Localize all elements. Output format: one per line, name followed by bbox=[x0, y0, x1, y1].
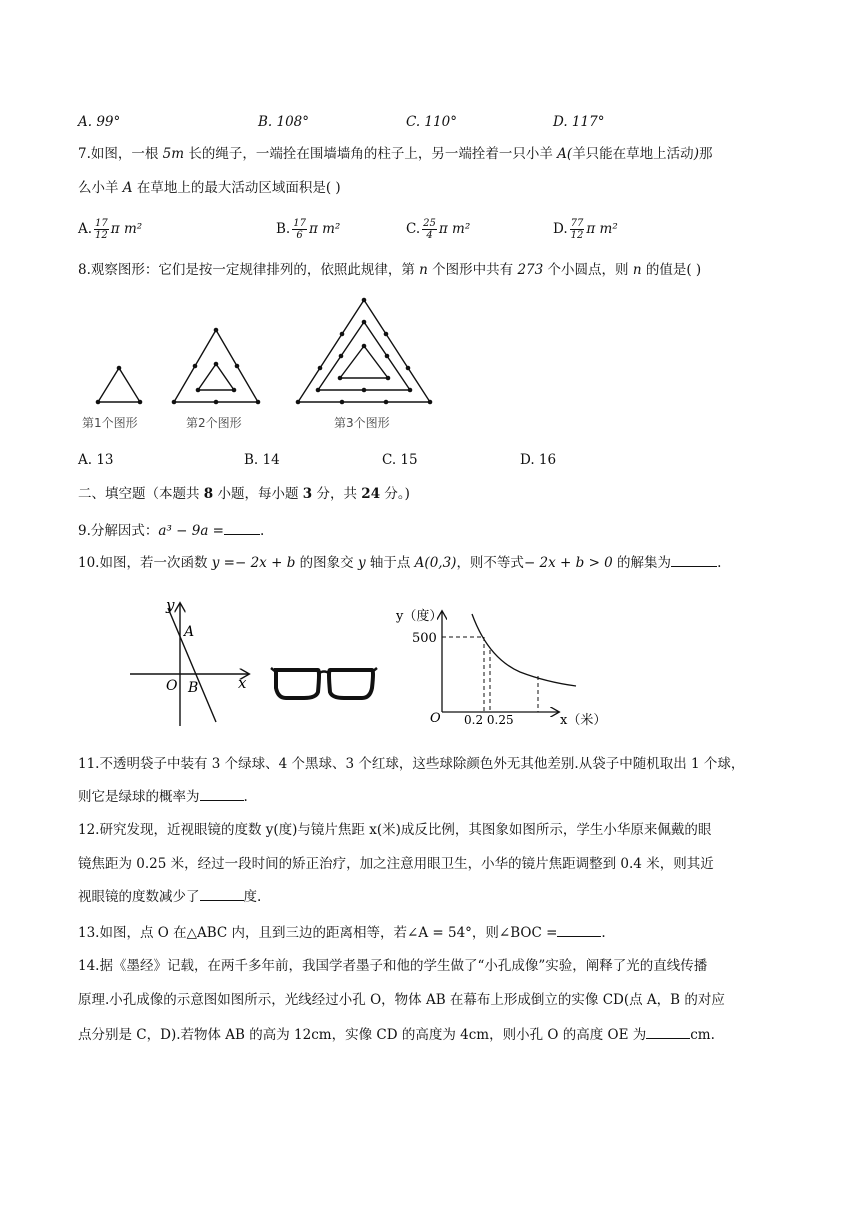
q11-answer-blank[interactable] bbox=[200, 786, 244, 801]
inverse-curve bbox=[472, 614, 576, 686]
q12-line-1: 12.研究发现，近视眼镜的度数 y(度)与镜片焦距 x(米)成反比例，其图象如图所示，学生小华原来佩戴的眼 bbox=[78, 822, 712, 838]
glasses-illustration bbox=[270, 662, 378, 704]
q13-text: 13.如图，点 O 在△ABC 内，且到三边的距离相等，若∠A = 54°，则∠BOC = . bbox=[78, 922, 606, 943]
q12-line-3: 视眼镜的度数减少了 度. bbox=[78, 886, 261, 907]
q8-option-d: D. 16 bbox=[520, 452, 557, 468]
q14-answer-blank[interactable] bbox=[646, 1024, 690, 1039]
q14-line-2: 原理.小孔成像的示意图如图所示，光线经过小孔 O，物体 AB 在幕布上形成倒立的实像 CD(点 A，B 的对应 bbox=[78, 992, 725, 1008]
fig3-inner-triangle bbox=[340, 346, 388, 378]
curve-x-label: x（米） bbox=[560, 713, 607, 728]
origin-label: O bbox=[166, 678, 178, 694]
q10-answer-blank[interactable] bbox=[671, 552, 717, 567]
q8-text: 8.观察图形：它们是按一定规律排列的，依照此规律，第 n 个图形中共有 273 个小圆点，则 n 的值是( ) bbox=[78, 262, 702, 278]
q14-line-1: 14.据《墨经》记载，在两千多年前，我国学者墨子和他的学生做了“小孔成像”实验，阐释了光的直线传播 bbox=[78, 958, 708, 974]
curve-y-label: y（度） bbox=[396, 609, 443, 624]
q6-option-d: D. 117° bbox=[553, 114, 605, 130]
q12-answer-blank[interactable] bbox=[200, 886, 244, 901]
q6-option-c: C. 110° bbox=[406, 114, 457, 130]
curve-x-ticks: 0.2 0.25 bbox=[464, 713, 514, 727]
section-2-heading: 二、填空题（本题共 8 小题，每小题 3 分，共 24 分。) bbox=[78, 486, 410, 502]
point-a-label: A bbox=[184, 624, 195, 640]
q8-option-c: C. 15 bbox=[382, 452, 418, 468]
fig2-label: 第2个图形 bbox=[186, 416, 242, 430]
q7-option-c: C. $\frac{25}{4}$ π m² bbox=[406, 218, 471, 241]
fig2-inner-triangle bbox=[198, 364, 234, 390]
q7-option-b: B. $\frac{17}{6}$ π m² bbox=[276, 218, 341, 241]
q9-text: 9.分解因式：a³ − 9a = . bbox=[78, 520, 264, 541]
q10-text: 10.如图，若一次函数 y =− 2x + b 的图象交 y 轴于点 A(0,3)，则不等式− 2x + b > 0 的解集为 . bbox=[78, 552, 721, 573]
q6-option-b: B. 108° bbox=[258, 114, 310, 130]
q7-line-1: 7.如图，一根 5m 长的绳子，一端拴在围墙墙角的柱子上，另一端拴着一只小羊 A(羊只能在草地上活动)那 bbox=[78, 146, 713, 162]
fig1-triangle bbox=[98, 368, 140, 402]
q6-option-a: A. 99° bbox=[78, 114, 121, 130]
q7-option-d: D. $\frac{77}{12}$ π m² bbox=[553, 218, 618, 241]
fig3-outer-triangle bbox=[298, 300, 430, 402]
q8-option-b: B. 14 bbox=[244, 452, 280, 468]
q11-line-2: 则它是绿球的概率为 . bbox=[78, 786, 248, 807]
q13-answer-blank[interactable] bbox=[557, 922, 601, 937]
q10-axes-figure bbox=[126, 596, 258, 730]
fig1-label: 第1个图形 bbox=[82, 416, 138, 430]
q11-line-1: 11.不透明袋子中装有 3 个绿球、4 个黑球、3 个红球，这些球除颜色外无其他差别.从袋子中随机取出 1 个球， bbox=[78, 756, 745, 772]
q14-line-3: 点分别是 C，D).若物体 AB 的高为 12cm，实像 CD 的高度为 4cm，则小孔 O 的高度 OE 为 cm. bbox=[78, 1024, 715, 1045]
q9-answer-blank[interactable] bbox=[224, 520, 260, 535]
q7-line-2: 么小羊 A 在草地上的最大活动区域面积是( ) bbox=[78, 180, 341, 196]
fig3-label: 第3个图形 bbox=[334, 416, 390, 430]
point-b-label: B bbox=[188, 680, 199, 696]
q12-inverse-curve-figure bbox=[392, 600, 612, 730]
q8-option-a: A. 13 bbox=[78, 452, 114, 468]
q12-line-2: 镜焦距为 0.25 米，经过一段时间的矫正治疗，加之注意用眼卫生，小华的镜片焦距调整到 0.4 米，则其近 bbox=[78, 856, 714, 872]
fig3-middle-triangle bbox=[318, 322, 410, 390]
curve-origin-label: O bbox=[430, 711, 441, 726]
y-axis-label: y bbox=[166, 596, 175, 614]
curve-y-500-label: 500 bbox=[412, 631, 437, 646]
q8-triangle-figures bbox=[76, 292, 456, 442]
x-axis-label: x bbox=[238, 674, 247, 692]
q7-option-a: A. $\frac{17}{12}$ π m² bbox=[78, 218, 143, 241]
